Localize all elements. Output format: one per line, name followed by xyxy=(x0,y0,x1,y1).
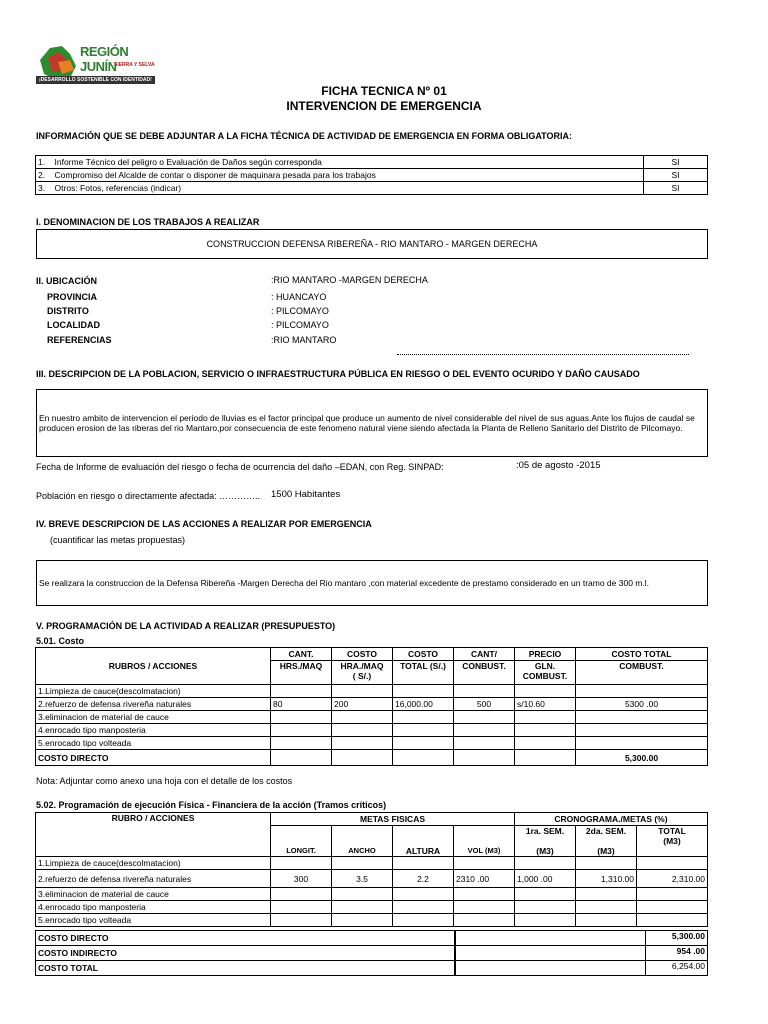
col-header: 2da. SEM. xyxy=(585,826,627,836)
hrs-cell: 80 xyxy=(271,698,332,711)
rubro-cell: 1.Limpieza de cauce(descolmatacion) xyxy=(36,685,271,698)
table-row xyxy=(36,901,708,914)
poblacion-label: Población en riesgo o directamente afectada: ………….. xyxy=(36,491,261,501)
precio-cell: s/10.60 xyxy=(515,698,576,711)
col-header: CANT/ xyxy=(454,648,515,661)
sec5-heading: V. PROGRAMACIÓN DE LA ACTIVIDAD A REALIZAR (PRESUPUESTO) xyxy=(36,621,336,631)
rubro-cell: 3.eliminacion de material de cauce xyxy=(36,711,271,724)
rubro-cell: 2.refuerzo de defensa rivereña naturales xyxy=(36,870,271,888)
rubro-cell: 5.enrocado tipo volteada xyxy=(36,737,271,750)
sec1-value: CONSTRUCCION DEFENSA RIBEREÑA - RIO MANTARO - MARGEN DERECHA xyxy=(36,229,708,259)
table-row xyxy=(36,711,708,724)
poblacion-val: 1500 Habitantes xyxy=(271,489,341,500)
col-header: (M3) xyxy=(536,846,554,856)
table-row xyxy=(36,857,708,870)
col-header: HRA./MAQ xyxy=(340,661,384,671)
fecha-label: Fecha de Informe de evaluación del riesgo o fecha de ocurrencia del daño –EDAN, con Reg. SINPAD: xyxy=(36,462,444,472)
col-header: CANT. xyxy=(271,648,332,661)
col-header: COMBUST. xyxy=(576,661,708,685)
row-val: SI xyxy=(644,156,708,169)
phys-table xyxy=(35,812,708,927)
table-row xyxy=(36,182,708,195)
col-header: ALTURA xyxy=(393,826,454,857)
col-header: COMBUST. xyxy=(522,671,568,681)
row-num: 1. xyxy=(38,157,46,167)
col-header: PRECIO xyxy=(515,648,576,661)
distrito-label: DISTRITO xyxy=(47,306,89,316)
ancho-cell: 3.5 xyxy=(332,870,393,888)
rubro-cell: 1.Limpieza de cauce(descolmatacion) xyxy=(36,857,271,870)
row-text: Informe Técnico del peligro o Evaluación de Daños según corresponda xyxy=(54,157,322,167)
table-row xyxy=(36,870,708,888)
sec4-heading: IV. BREVE DESCRIPCION DE LAS ACCIONES A REALIZAR POR EMERGENCIA xyxy=(36,519,372,529)
table-row xyxy=(36,685,708,698)
table-total-row xyxy=(36,750,708,766)
sec3-text: En nuestro ambito de intervencion el periodo de lluvias es el factor principal que produce un aumento de nivel considerable del nivel de sus aguas.Ante los flujos de caudal se producen erosion de las riberas del rio Mantaro,por consecuencia de este fenomeno natural viene siendo afectada la Planta de Relleno Sanitario del Distrito de Pilcomayo. xyxy=(36,389,708,457)
total-label: COSTO INDIRECTO xyxy=(36,946,456,961)
total-val: 6,254.00 xyxy=(646,961,708,976)
table-row xyxy=(36,156,708,169)
table-header-row xyxy=(36,661,708,685)
page-title: FICHA TECNICA Nº 01 xyxy=(321,84,447,98)
costo-directo-label: COSTO DIRECTO xyxy=(36,750,271,766)
rubro-cell: 2.refuerzo de defensa rivereña naturales xyxy=(36,698,271,711)
col-header: TOTAL (S/.) xyxy=(393,661,454,685)
table-total-row xyxy=(36,931,708,946)
total-val: 5,300.00 xyxy=(646,931,708,946)
sem1-cell: 1,000 .00 xyxy=(515,870,576,888)
rubro-cell: 4.enrocado tipo manposteria xyxy=(36,901,271,914)
vol-cell: 2310 .00 xyxy=(454,870,515,888)
col-header: HRS./MAQ xyxy=(271,661,332,685)
sec5-sub2: 5.02. Programación de ejecución Física - Financiera de la acción (Tramos críticos) xyxy=(36,800,387,810)
col-header: RUBRO / ACCIONES xyxy=(36,813,271,857)
total-val: 954 .00 xyxy=(646,946,708,961)
rubro-cell: 4.enrocado tipo manposteria xyxy=(36,724,271,737)
altura-cell: 2.2 xyxy=(393,870,454,888)
fecha-val: :05 de agosto -2015 xyxy=(516,460,601,471)
logo-sub: SIERRA Y SELVA xyxy=(114,62,155,68)
col-header: GLN. xyxy=(534,661,556,671)
rubro-cell: 3.eliminacion de material de cauce xyxy=(36,888,271,901)
table-row xyxy=(36,888,708,901)
col-header: (M3) xyxy=(597,846,615,856)
sec4-sub: (cuantificar las metas propuestas) xyxy=(50,535,186,545)
localidad-label: LOCALIDAD xyxy=(47,320,100,330)
referencias-label: REFERENCIAS xyxy=(47,335,112,345)
ctotal-cell: 5300 .00 xyxy=(576,698,708,711)
referencias-val: :RIO MANTARO xyxy=(271,335,337,345)
col-header: ANCHO xyxy=(332,826,393,857)
total-label: COSTO TOTAL xyxy=(36,961,456,976)
nota: Nota: Adjuntar como anexo una hoja con el detalle de los costos xyxy=(36,776,293,786)
col-header: ( S/.) xyxy=(352,671,372,681)
logo-brand: REGIÓN JUNÍN xyxy=(80,44,129,74)
distrito-val: : PILCOMAYO xyxy=(271,306,329,316)
table-header-row xyxy=(36,813,708,826)
table-row xyxy=(36,724,708,737)
row-val: SI xyxy=(644,182,708,195)
conbust-cell: 500 xyxy=(454,698,515,711)
sec1-heading: I. DENOMINACION DE LOS TRABAJOS A REALIZAR xyxy=(36,217,260,227)
row-val: SI xyxy=(644,169,708,182)
col-header: COSTO TOTAL xyxy=(576,648,708,661)
provincia-label: PROVINCIA xyxy=(47,292,98,302)
divider xyxy=(397,353,689,355)
total-cell: 16,000.00 xyxy=(393,698,454,711)
page-subtitle: INTERVENCION DE EMERGENCIA xyxy=(286,99,482,113)
sem2-cell: 1,310.00 xyxy=(576,870,637,888)
row-num: 2. xyxy=(38,170,46,180)
longit-cell: 300 xyxy=(271,870,332,888)
col-header: COSTO xyxy=(332,648,393,661)
col-header: LONGIT. xyxy=(271,826,332,857)
provincia-val: : HUANCAYO xyxy=(271,292,327,302)
col-header: RUBROS / ACCIONES xyxy=(36,661,271,685)
table-total-row xyxy=(36,961,708,976)
col-header: (M3) xyxy=(663,836,681,846)
total-label: COSTO DIRECTO xyxy=(36,931,456,946)
table-header-row xyxy=(36,648,708,661)
sec5-sub1: 5.01. Costo xyxy=(36,636,85,646)
table-total-row xyxy=(36,946,708,961)
col-header: VOL (M3) xyxy=(454,826,515,857)
sec2-heading-val: :RIO MANTARO -MARGEN DERECHA xyxy=(271,275,428,285)
table-row xyxy=(36,169,708,182)
col-header: COSTO xyxy=(393,648,454,661)
table-row xyxy=(36,698,708,711)
col-header: TOTAL xyxy=(658,826,686,836)
costo-directo-val: 5,300.00 xyxy=(576,750,708,766)
totals-table xyxy=(35,930,708,976)
info-heading: INFORMACIÓN QUE SE DEBE ADJUNTAR A LA FICHA TÉCNICA DE ACTIVIDAD DE EMERGENCIA EN FORMA OBLIGATORIA: xyxy=(36,131,573,141)
col-header: CRONOGRAMA./METAS (%) xyxy=(515,813,708,826)
row-num: 3. xyxy=(38,183,46,193)
sec2-heading: II. UBICACIÓN xyxy=(36,276,98,286)
logo xyxy=(36,40,161,88)
sec3-heading: III. DESCRIPCION DE LA POBLACION, SERVICIO O INFRAESTRUCTURA PÚBLICA EN RIESGO O DEL EVENTO OCURIDO Y DAÑO CAUSADO xyxy=(36,369,640,379)
row-text: Compromiso del Alcalde de contar o disponer de maquinara pesada para los trabajos xyxy=(54,170,376,180)
total-cell: 2,310.00 xyxy=(637,870,708,888)
localidad-val: : PILCOMAYO xyxy=(271,320,329,330)
row-text: Otros: Fotos, referencias (indicar) xyxy=(54,183,182,193)
logo-tagline: ¡DESARROLLO SOSTENIBLE CON IDENTIDAD! xyxy=(36,76,155,84)
info-table xyxy=(35,155,708,195)
col-header: 1ra. SEM. xyxy=(525,826,565,836)
cost-table xyxy=(35,647,708,766)
sec4-text: Se realizara la construccion de la Defensa Ribereña -Margen Derecha del Rio mantaro ,con material excedente de prestamo considerado en un tramo de 300 m.l. xyxy=(36,560,708,606)
rubro-cell: 5.enrocado tipo volteada xyxy=(36,914,271,927)
table-row xyxy=(36,914,708,927)
col-header: METAS FISICAS xyxy=(271,813,515,826)
table-row xyxy=(36,737,708,750)
hra-cell: 200 xyxy=(332,698,393,711)
col-header: CONBUST. xyxy=(454,661,515,685)
